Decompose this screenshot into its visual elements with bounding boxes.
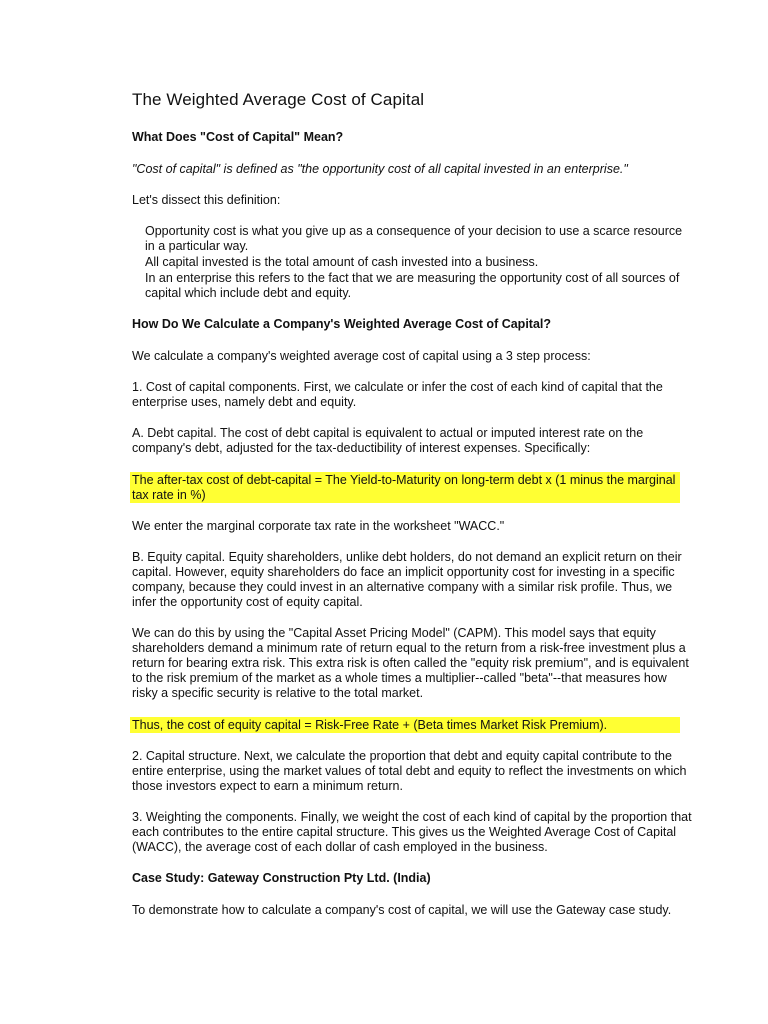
case-study-intro: To demonstrate how to calculate a company's cost of capital, we will use the Gateway case study. — [132, 903, 672, 917]
equity-formula-highlight: Thus, the cost of equity capital = Risk-Free Rate + (Beta times Market Risk Premium). — [130, 717, 680, 733]
debt-formula-highlight: The after-tax cost of debt-capital = The Yield-to-Maturity on long-term debt x (1 minus the marginal tax rate in %) — [130, 472, 680, 503]
step-2-paragraph: 2. Capital structure. Next, we calculate the proportion that debt and equity capital contribute to the entire enterprise, using the market values of total debt and equity to reflect the investments on which those investors expect to earn a minimum return. — [132, 749, 687, 793]
bullet-opportunity-cost: Opportunity cost is what you give up as a consequence of your decision to use a scarce resource in a particular way. — [145, 224, 683, 253]
tax-rate-note: We enter the marginal corporate tax rate in the worksheet "WACC." — [132, 519, 505, 533]
equity-capital-paragraph: B. Equity capital. Equity shareholders, unlike debt holders, do not demand an explicit return on their capital. However, equity shareholders do face an implicit opportunity cost for investing in a specific company, because they could invest in an alternative company with a similar risk profile. Thus, we infer the opportunity cost of equity capital. — [132, 550, 682, 609]
heading-cost-of-capital-meaning: What Does "Cost of Capital" Mean? — [132, 130, 344, 144]
step-3-paragraph: 3. Weighting the components. Finally, we weight the cost of each kind of capital by the proportion that each contributes to the entire capital structure. This gives us the Weighted Average Cost of Capital (WACC), the average cost of each dollar of cash employed in the business. — [132, 810, 692, 854]
bullet-enterprise: In an enterprise this refers to the fact that we are measuring the opportunity cost of all sources of capital which include debt and equity. — [145, 271, 680, 300]
definition-bullet-list — [145, 224, 692, 301]
document-title: The Weighted Average Cost of Capital — [132, 90, 425, 109]
step-1-paragraph: 1. Cost of capital components. First, we calculate or infer the cost of each kind of capital that the enterprise uses, namely debt and equity. — [132, 380, 663, 409]
bullet-all-capital: All capital invested is the total amount of cash invested into a business. — [145, 255, 539, 269]
heading-case-study: Case Study: Gateway Construction Pty Ltd. (India) — [132, 871, 431, 885]
definition-quote: "Cost of capital" is defined as "the opportunity cost of all capital invested in an enterprise." — [132, 162, 628, 176]
dissect-intro: Let's dissect this definition: — [132, 193, 281, 207]
capm-paragraph: We can do this by using the "Capital Asset Pricing Model" (CAPM). This model says that equity shareholders demand a minimum rate of return equal to the return from a risk-free investment plus a return for bearing extra risk. This extra risk is often called the "equity risk premium", and is equivalent to the risk premium of the market as a whole times a multiplier--called "beta"--that measures how risky a specific security is relative to the total market. — [132, 626, 689, 700]
document-body — [132, 90, 692, 934]
heading-calculate-wacc: How Do We Calculate a Company's Weighted Average Cost of Capital? — [132, 317, 552, 331]
process-intro: We calculate a company's weighted average cost of capital using a 3 step process: — [132, 349, 591, 363]
debt-capital-paragraph: A. Debt capital. The cost of debt capital is equivalent to actual or imputed interest rate on the company's debt, adjusted for the tax-deductibility of interest expenses. Specifically: — [132, 426, 644, 455]
